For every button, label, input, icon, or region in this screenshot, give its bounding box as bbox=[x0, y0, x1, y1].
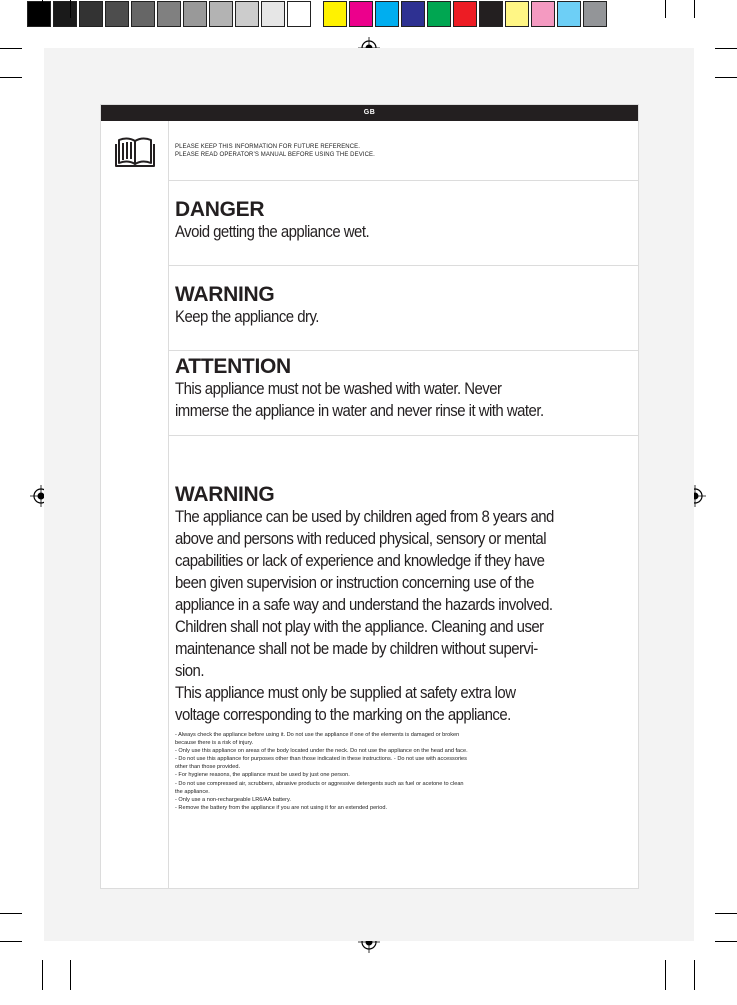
warning-line: voltage corresponding to the marking on the appliance. bbox=[175, 705, 511, 724]
crop-mark bbox=[715, 48, 737, 49]
color-swatch bbox=[105, 1, 129, 27]
info-line-keep: PLEASE KEEP THIS INFORMATION FOR FUTURE REFERENCE. bbox=[175, 144, 361, 150]
warning-line: Children shall not play with the appliance. Cleaning and user bbox=[175, 617, 544, 636]
danger-section bbox=[169, 181, 638, 266]
color-swatch bbox=[261, 1, 285, 27]
color-swatch bbox=[349, 1, 373, 27]
warning-line: The appliance can be used by children aged from 8 years and bbox=[175, 507, 554, 526]
crop-mark bbox=[715, 913, 737, 914]
color-swatch bbox=[209, 1, 233, 27]
manual-page bbox=[100, 104, 639, 889]
color-swatch bbox=[53, 1, 77, 27]
color-swatch bbox=[557, 1, 581, 27]
crop-mark bbox=[0, 941, 22, 942]
crop-mark bbox=[0, 48, 22, 49]
attention-title: ATTENTION bbox=[175, 355, 291, 378]
warning-text: Keep the appliance dry. bbox=[175, 307, 319, 326]
list-item: - Remove the battery from the appliance if you are not using it for an extended period. bbox=[175, 804, 388, 811]
crop-mark bbox=[715, 77, 737, 78]
color-swatch bbox=[157, 1, 181, 27]
attention-section bbox=[169, 351, 638, 436]
language-header: GB bbox=[101, 105, 638, 121]
color-swatch bbox=[79, 1, 103, 27]
list-item: - Do not use this appliance for purposes other than those indicated in these instructions. - Do not use with accessories bbox=[175, 756, 467, 763]
list-item: the appliance. bbox=[175, 788, 210, 795]
color-swatch bbox=[583, 1, 607, 27]
safety-bullet-list bbox=[175, 731, 625, 812]
warning-line: appliance in a safe way and understand the hazards involved. bbox=[175, 595, 553, 614]
list-item: - Always check the appliance before using it. Do not use the appliance if one of the elements is damaged or broken bbox=[175, 732, 460, 738]
info-line-read: PLEASE READ OPERATOR’S MANUAL BEFORE USING THE DEVICE. bbox=[175, 152, 375, 158]
color-swatch bbox=[505, 1, 529, 27]
crop-mark bbox=[70, 960, 71, 990]
danger-title: DANGER bbox=[175, 198, 265, 221]
info-section bbox=[169, 121, 638, 181]
list-item: because there is a risk of injury. bbox=[175, 740, 254, 747]
crop-mark bbox=[665, 0, 666, 18]
crop-mark bbox=[70, 0, 71, 18]
color-swatch bbox=[479, 1, 503, 27]
warning-line: capabilities or lack of experience and knowledge if they have bbox=[175, 551, 545, 570]
crop-mark bbox=[665, 960, 666, 990]
crop-mark bbox=[694, 960, 695, 990]
color-swatch bbox=[453, 1, 477, 27]
crop-mark bbox=[0, 77, 22, 78]
color-calibration-strip bbox=[27, 1, 609, 31]
list-item: other than those provided. bbox=[175, 764, 240, 771]
list-item: - Only use this appliance on areas of the body located under the neck. Do not use the appliance on the head and face. bbox=[175, 748, 468, 755]
list-item: - Do not use compressed air, scrubbers, abrasive products or aggressive detergents such as fuel or acetone to clean bbox=[175, 780, 464, 787]
warning-line: above and persons with reduced physical, sensory or mental bbox=[175, 529, 547, 548]
attention-line: This appliance must not be washed with water. Never bbox=[175, 379, 502, 398]
warning-line: This appliance must only be supplied at safety extra low bbox=[175, 683, 516, 702]
list-item: - Only use a non-rechargeable LR6/AA battery. bbox=[175, 796, 291, 803]
color-swatch bbox=[287, 1, 311, 27]
color-swatch bbox=[427, 1, 451, 27]
color-swatch bbox=[375, 1, 399, 27]
warning-line: been given supervision or instruction concerning use of the bbox=[175, 573, 534, 592]
attention-line: immerse the appliance in water and never rinse it with water. bbox=[175, 401, 544, 420]
warning-children-section bbox=[169, 436, 638, 887]
warning-title: WARNING bbox=[175, 283, 275, 306]
warning-line: sion. bbox=[175, 661, 204, 680]
crop-mark bbox=[42, 960, 43, 990]
color-swatch bbox=[27, 1, 51, 27]
color-swatch bbox=[183, 1, 207, 27]
swatch-gap bbox=[313, 1, 323, 31]
color-swatch bbox=[401, 1, 425, 27]
crop-mark bbox=[42, 0, 43, 18]
warning-dry-section bbox=[169, 266, 638, 351]
color-swatch bbox=[131, 1, 155, 27]
color-swatch bbox=[531, 1, 555, 27]
color-swatch bbox=[323, 1, 347, 27]
crop-mark bbox=[0, 913, 22, 914]
crop-mark bbox=[715, 941, 737, 942]
manual-book-icon bbox=[115, 135, 155, 167]
warning-title: WARNING bbox=[175, 483, 275, 506]
list-item: - For hygiene reasons, the appliance must be used by just one person. bbox=[175, 772, 350, 779]
warning-line: maintenance shall not be made by children without supervi- bbox=[175, 639, 538, 658]
color-swatch bbox=[235, 1, 259, 27]
danger-text: Avoid getting the appliance wet. bbox=[175, 222, 370, 241]
icon-column bbox=[101, 121, 169, 888]
crop-mark bbox=[694, 0, 695, 18]
